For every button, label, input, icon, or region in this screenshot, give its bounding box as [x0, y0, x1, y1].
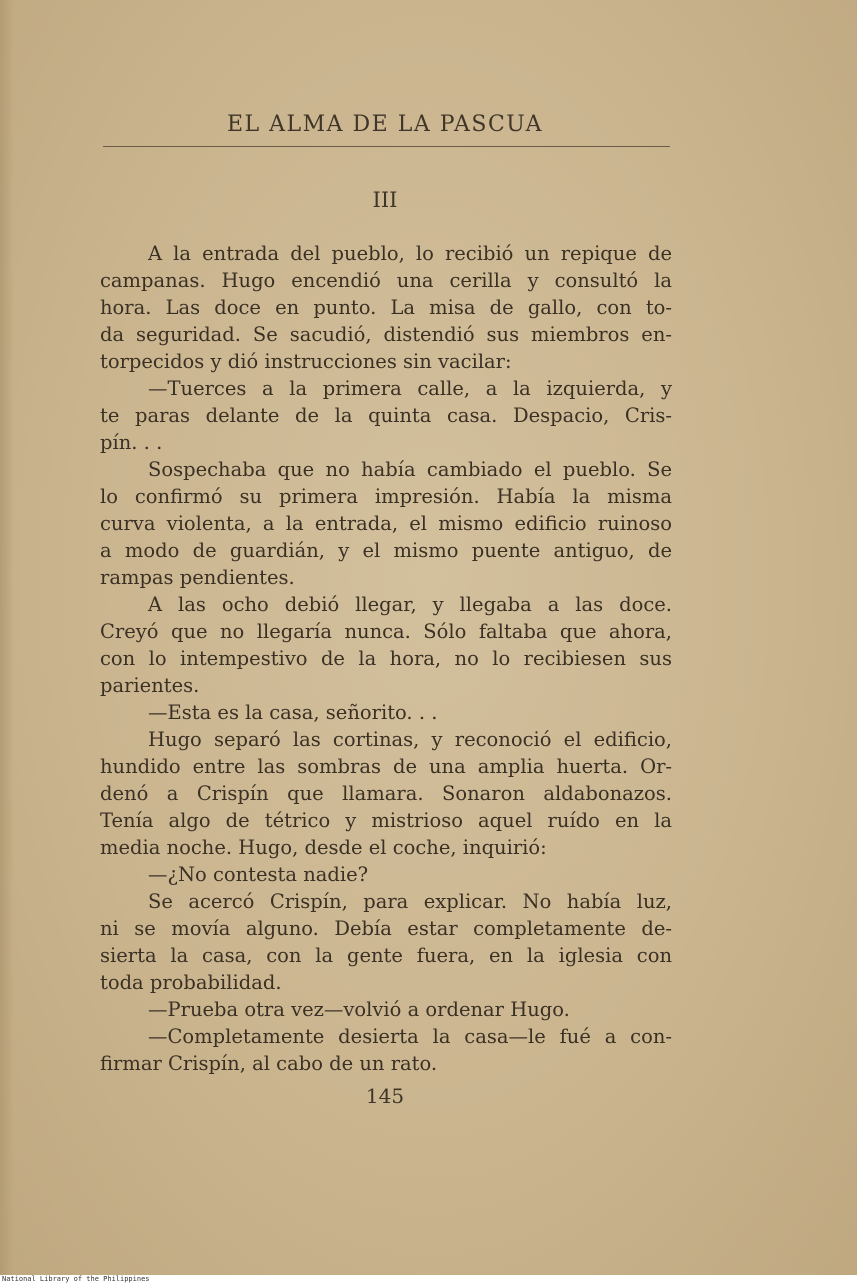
text-line: —¿No contesta nadie? [148, 863, 369, 886]
text-line: da seguridad. Se sacudió, distendió sus miembros en- [100, 323, 672, 346]
text-line: A las ocho debió llegar, y llegaba a las doce. [148, 593, 672, 616]
text-line: —Prueba otra vez—volvió a ordenar Hugo. [148, 998, 570, 1021]
text-line: sierta la casa, con la gente fuera, en la iglesia con [100, 944, 672, 967]
footer-strip [0, 1275, 857, 1283]
running-head: EL ALMA DE LA PASCUA [226, 112, 544, 137]
text-line: curva violenta, a la entrada, el mismo edificio ruinoso [100, 512, 672, 535]
text-line: hora. Las doce en punto. La misa de gallo, con to- [100, 296, 672, 319]
page-edge-shadow [0, 0, 14, 1275]
text-line: Se acercó Crispín, para explicar. No había luz, [148, 890, 672, 913]
text-line: media noche. Hugo, desde el coche, inquirió: [100, 836, 547, 859]
text-line: parientes. [100, 674, 200, 697]
text-line: Creyó que no llegaría nunca. Sólo faltaba que ahora, [100, 620, 672, 643]
text-line: con lo intempestivo de la hora, no lo recibiesen sus [100, 647, 672, 670]
chapter-number: III [372, 188, 398, 212]
footer-credit: National Library of the Philippines [2, 1275, 150, 1283]
text-line: toda probabilidad. [100, 971, 282, 994]
text-line: torpecidos y dió instrucciones sin vacilar: [100, 350, 512, 373]
text-line: lo confirmó su primera impresión. Había la misma [100, 485, 672, 508]
body-text [100, 240, 672, 1077]
text-line: denó a Crispín que llamara. Sonaron aldabonazos. [100, 782, 672, 805]
text-line: pín. . . [100, 431, 163, 454]
text-line: campanas. Hugo encendió una cerilla y consultó la [100, 269, 672, 292]
text-line: Tenía algo de tétrico y mistrioso aquel ruído en la [100, 809, 672, 832]
text-line: —Completamente desierta la casa—le fué a con- [148, 1025, 672, 1048]
header-rule [103, 146, 670, 147]
text-line: —Tuerces a la primera calle, a la izquierda, y [148, 377, 672, 400]
text-line: firmar Crispín, al cabo de un rato. [100, 1052, 438, 1075]
text-line: te paras delante de la quinta casa. Despacio, Cris- [100, 404, 672, 427]
text-line: A la entrada del pueblo, lo recibió un repique de [148, 242, 672, 265]
text-line: Hugo separó las cortinas, y reconoció el edificio, [148, 728, 672, 751]
text-line: hundido entre las sombras de una amplia huerta. Or- [100, 755, 672, 778]
text-line: ni se movía alguno. Debía estar completamente de- [100, 917, 672, 940]
text-line: rampas pendientes. [100, 566, 295, 589]
text-line: Sospechaba que no había cambiado el pueblo. Se [148, 458, 672, 481]
text-line: —Esta es la casa, señorito. . . [148, 701, 438, 724]
text-line: a modo de guardián, y el mismo puente antiguo, de [100, 539, 672, 562]
page-number: 145 [365, 1084, 405, 1108]
